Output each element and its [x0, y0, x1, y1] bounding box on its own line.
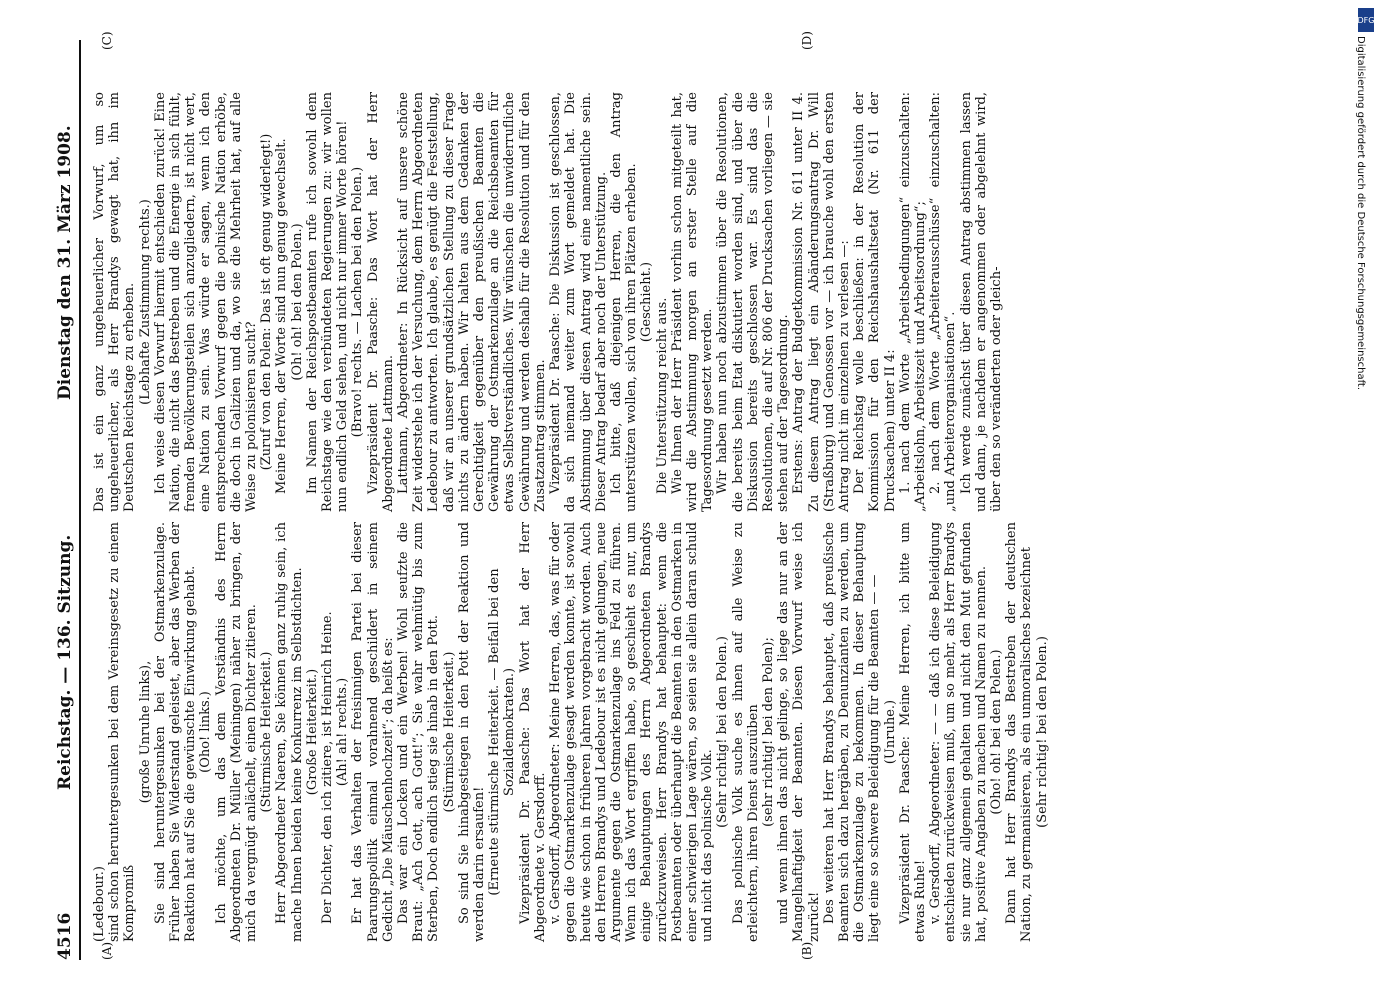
- paragraph: (große Unruhe links),: [137, 660, 153, 804]
- paragraph: (Unruhe.): [882, 699, 898, 765]
- paragraph: Das ist ein ganz ungeheuerlicher Vorwurf, um so ungeheuerlicher, als Herr Brandys gewagt hat, ihn im Deutschen Reichstage zu erheben.: [92, 92, 138, 512]
- header-right-title: Dienstag den 31. März 1908.: [55, 125, 75, 400]
- paragraph: v. Gersdorff, Abgeordneter: — — daß ich diese Beleidigung entschieden zurückweisen muß, um so mehr, als Herr Brandys sie nur ganz allgemein gehalten und nicht den Mut gefunden hat, positive Angaben zu machen und Namen zu nennen.: [928, 522, 989, 942]
- paragraph: Das polnische Volk suche es ihnen auf alle Weise zu erleichtern, ihren Dienst auszuüben: [730, 522, 761, 942]
- paragraph: (Oho! links.): [198, 691, 214, 773]
- paragraph: (Bravo! rechts. — Lachen bei den Polen.): [350, 166, 366, 438]
- margin-marker-d: (D): [800, 31, 814, 50]
- paragraph: Der Dichter, den ich zitiere, ist Heinrich Heine.: [320, 611, 336, 924]
- paragraph: Vizepräsident Dr. Paasche: Das Wort hat der Herr Abgeordnete v. Gersdorff.: [517, 522, 548, 942]
- paragraph: (Oh! oh! bei den Polen.): [289, 223, 305, 381]
- paragraph: Der Reichstag wolle beschließen: in der Resolution der Kommission für den Reichshaushaltsetat (Nr. 611 der Drucksachen) unter II 4:: [852, 92, 898, 512]
- paragraph: Das war ein Locken und ein Werben! Wohl seufzte die Braut: „Ach Gott, ach Gott!“; Sie wahr wehmütig bis zum Sterben, Doch endlich stieg sie hinab in den Pott.: [396, 522, 442, 942]
- paragraph: Dann hat Herr Brandys das Bestreben der deutschen Nation, zu germanisieren, als ein unmoralisches bezeichnet: [1004, 522, 1035, 942]
- paragraph: (Lebhafte Zustimmung rechts.): [137, 199, 153, 405]
- paragraph: Meine Herren, der Worte sind nun genug gewechselt.: [274, 138, 290, 494]
- paragraph: (Große Heiterkeit.): [304, 668, 320, 796]
- digitization-note: Digitalisierung gefördert durch die Deutsche Forschungsgemeinschaft.: [1355, 36, 1366, 391]
- paragraph: (Sehr richtig! bei den Polen.): [1034, 636, 1050, 828]
- dfg-logo: DFG: [1358, 8, 1374, 32]
- paragraph: Herr Abgeordneter Naeren, Sie können ganz ruhig sein, ich mache Ihnen beiden keine Konkurrenz im Selbstdichten.: [274, 522, 305, 942]
- paragraph: Vizepräsident Dr. Paasche: Die Diskussion ist geschlossen, da sich niemand weiter zum Wort gemeldet hat. Die Abstimmung über diesen Antrag wird eine namentliche sein. Dieser Antrag bedarf aber noch der Unterstützung.: [548, 92, 609, 512]
- paragraph: Ich möchte, um das dem Verständnis des Herrn Abgeordneten Dr. Müller (Meiningen) näher zu bringen, der mich da vergnügt anlächelt, einen Dichter zitieren.: [213, 522, 260, 942]
- paragraph: Im Namen der Reichspostbeamten rufe ich sowohl dem Reichstage wie den verbündeten Regierungen zu: wir wollen nun endlich Geld sehen, und nicht nur immer Worte hören!: [304, 92, 351, 512]
- paragraph: sind schon heruntergesunken bei dem Vereinsgesetz zu einem Kompromiß: [107, 522, 138, 942]
- paragraph: Die Unterstützung reicht aus.: [654, 297, 670, 494]
- paragraph: (Sehr richtig! bei den Polen.): [715, 636, 731, 828]
- margin-marker-c: (C): [100, 31, 114, 50]
- paragraph: (Erneute stürmische Heiterkeit. — Beifall bei den Sozialdemokraten.): [487, 568, 518, 896]
- paragraph: v. Gersdorff, Abgeordneter: Meine Herren, das, was für oder gegen die Ostmarkenzulage gesagt werden konnte, ist sowohl heute wie schon in früheren Jahren vorgebracht worden. Auch den Herren Brandys und Ledebour ist es nicht gelungen, neue Argumente gegen die Ostmarkenzulage ins Feld zu führen. Wenn ich das Wort ergriffen habe, so geschieht es nur, um einige Behauptungen des Herrn Abgeordneten Brandys zurückzuweisen. Herr Brandys hat behauptet: wenn die Postbeamten oder überhaupt die Beamten in den Ostmarken in einer schwierigen Lage wären, so seien sie allein daran schuld und nicht das polnische Volk.: [548, 522, 716, 942]
- paragraph: (Geschieht.): [639, 261, 655, 343]
- header-left-title: Reichstag. — 136. Sitzung.: [55, 534, 75, 790]
- text-column-right: [92, 92, 1004, 512]
- paragraph: (Ah! ah! rechts.): [335, 677, 351, 787]
- page-number: 4516: [55, 912, 75, 960]
- paragraph: 1. nach dem Worte „Arbeitsbedingungen“ einzuschalten: „Arbeitslohn, Arbeitszeit und Arbeitsordnung“;: [897, 92, 928, 512]
- paragraph: (sehr richtig! bei den Polen);: [760, 637, 776, 827]
- paragraph: (Stürmische Heiterkeit.): [259, 651, 275, 813]
- paragraph: Des weiteren hat Herr Brandys behauptet, daß preußische Beamten sich dazu hergäben, zu Denunzianten zu werden, um die Ostmarkenzulage zu bekommen. In dieser Behauptung liegt eine so schwere Beleidigung für die Beamten — —: [821, 522, 883, 942]
- paragraph: Lattmann, Abgeordneter: In Rücksicht auf unsere schöne Zeit widerstehe ich der Versuchung, dem Herrn Abgeordneten Ledebour zu antworten. Ich glaube, es genügt die Feststellung, daß wir an unserer grundsätzlichen Stellung zu dieser Frage nichts zu ändern haben. Wir halten aus dem Gedanken der Gerechtigkeit gegenüber den preußischen Beamten die Gewährung der Ostmarkenzulage an die Reichsbeamten für etwas Selbstverständliches. Wir wünschen die unwiderrufliche Gewährung und werden deshalb für die Resolution und für den Zusatzantrag stimmen.: [396, 92, 548, 512]
- paragraph: Sie sind heruntergesunken bei der Ostmarkenzulage. Früher haben Sie Widerstand geleistet, aber das Werben der Reaktion hat auf Sie die gewünschte Einwirkung gehabt.: [152, 522, 199, 942]
- paragraph: Wie Ihnen der Herr Präsident vorhin schon mitgeteilt hat, wird die Abstimmung morgen an erster Stelle auf die Tagesordnung gesetzt werden.: [669, 92, 716, 512]
- paragraph: Ich bitte, daß diejenigen Herren, die den Antrag unterstützen wollen, sich von ihren Plätzen erheben.: [608, 92, 640, 512]
- margin-marker-a: (A): [100, 941, 114, 960]
- paragraph: Ich werde zunächst über diesen Antrag abstimmen lassen und dann, je nachdem er angenommen oder abgelehnt wird, über den so veränderten oder gleich-: [958, 92, 1004, 512]
- paragraph: (Ledebour.): [92, 866, 107, 942]
- paragraph: 2. nach dem Worte „Arbeiterausschüsse“ einzuschalten: „und Arbeiterorganisationen“.: [928, 92, 959, 512]
- page-header: [55, 40, 81, 960]
- paragraph: (Zuruf von den Polen: Das ist oft genug widerlegt!): [259, 133, 275, 471]
- paragraph: So sind Sie hinabgestiegen in den Pott der Reaktion und werden darin ersaufen!: [456, 522, 488, 942]
- paragraph: Wir haben nun noch abzustimmen über die Resolutionen, die bereits beim Etat diskutiert worden sind, und über die Diskussion bereits geschlossen war. Es sind das die Resolutionen, die auf Nr. 806 der Drucksachen vorliegen — sie stehen auf der Tagesordnung.: [715, 92, 792, 512]
- paragraph: Vizepräsident Dr. Paasche: Meine Herren, ich bitte um etwas Ruhe!: [897, 522, 928, 942]
- paragraph: Er hat das Verhalten der freisinnigen Partei bei dieser Paarungspolitik einmal vorahnend geschildert in seinem Gedicht „Die Mäuschenhochzeit“; da heißt es:: [350, 522, 396, 942]
- paragraph: (Stürmische Heiterkeit.): [441, 651, 457, 813]
- paragraph: Erstens: Antrag der Budgetkommission Nr. 611 unter II 4. Zu diesem Antrag liegt ein Abänderungsantrag Dr. Will (Straßburg) und Genossen vor — ich brauche wohl den ersten Antrag nicht im einzelnen zu verlesen —:: [791, 92, 852, 512]
- margin-marker-b: (B): [800, 941, 814, 960]
- paragraph: und wenn ihnen das nicht gelinge, so liege das nur an der Mangelhaftigkeit der Beamten. Diesen Vorwurf weise ich zurück!: [776, 522, 822, 942]
- paragraph: Vizepräsident Dr. Paasche: Das Wort hat der Herr Abgeordnete Lattmann.: [365, 92, 396, 512]
- paragraph: Ich weise diesen Vorwurf hiermit entschieden zurück! Eine Nation, die nicht das Bestreben und die Energie in sich fühlt, fremden Bevölkerungsteilen sich anzugliedern, ist nicht wert, eine Nation zu sein. Was würde er sagen, wenn ich den entsprechenden Vorwurf gegen die polnische Nation erhöbe, die doch in Galizien und da, wo sie die Mehrheit hat, auf alle Weise zu polonisieren sucht?: [152, 92, 260, 512]
- text-column-left: [92, 522, 1050, 942]
- paragraph: (Oho! oh! bei den Polen.): [988, 649, 1004, 815]
